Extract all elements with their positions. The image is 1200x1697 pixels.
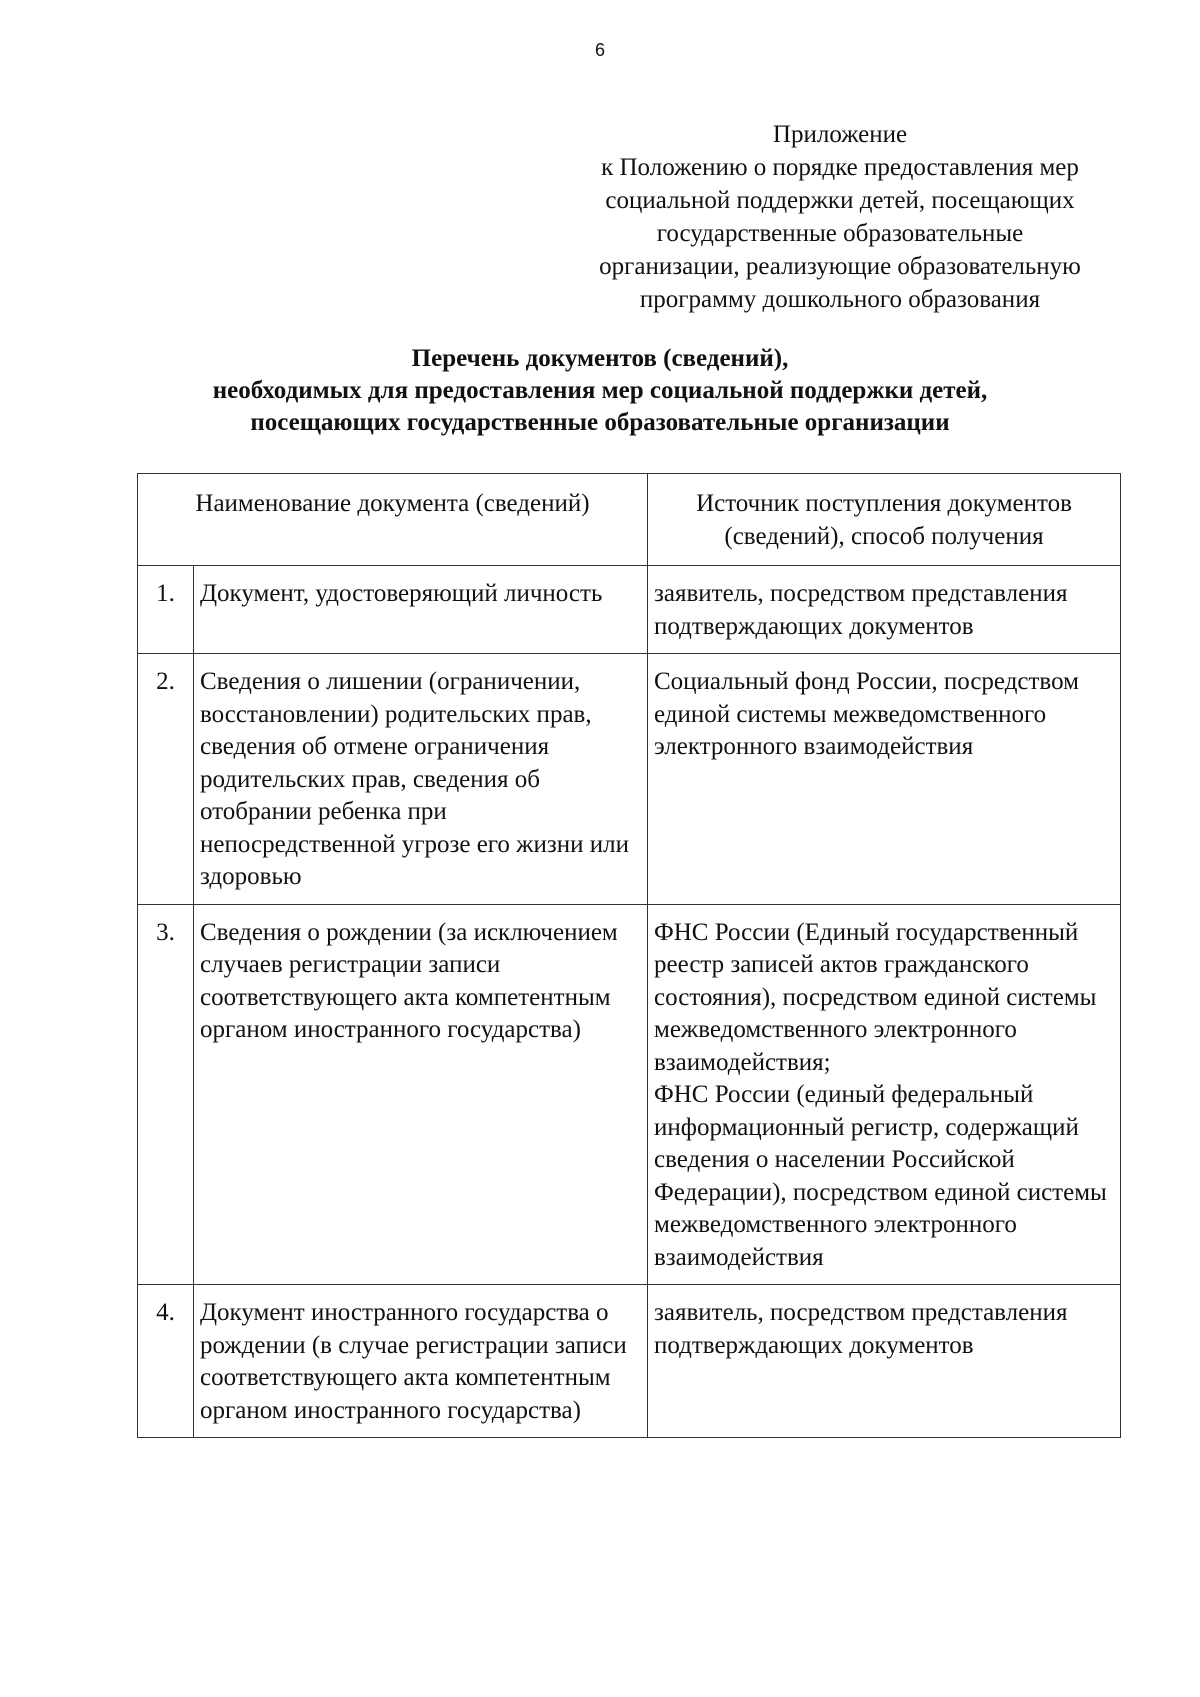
row-document-source [648, 904, 1121, 1285]
row-document-source [648, 654, 1121, 905]
documents-table [137, 473, 1121, 1438]
appendix-heading [540, 118, 1140, 316]
table-row [138, 566, 1121, 654]
title-line: необходимых для предоставления мер социальной поддержки детей, [212, 377, 988, 404]
row-document-name: Документ иностранного государства о рождении (в случае регистрации записи соответствующего акта компетентным органом иностранного государства) [194, 1285, 648, 1438]
title-line: Перечень документов (сведений), [411, 345, 789, 372]
table-header-row [138, 474, 1121, 566]
source-text: заявитель, посредством представления подтверждающих документов [654, 580, 1068, 640]
table-row [138, 654, 1121, 905]
row-document-name: Сведения о рождении (за исключением случаев регистрации записи соответствующего акта компетентным органом иностранного государства) [194, 904, 648, 1285]
source-text: Социальный фонд России, посредством единой системы межведомственного электронного взаимодействия [654, 668, 1079, 760]
header-document-source: Источник поступления документов (сведений), способ получения [648, 474, 1121, 566]
table-row [138, 904, 1121, 1285]
header-document-name: Наименование документа (сведений) [138, 474, 648, 566]
table-row [138, 1285, 1121, 1438]
appendix-line: программу дошкольного образования [639, 286, 1041, 313]
row-document-name: Сведения о лишении (ограничении, восстановлении) родительских прав, сведения об отмене ограничения родительских прав, сведения об отобрании ребенка при непосредственной угрозе его жизни или здоровью [194, 654, 648, 905]
row-document-source [648, 1285, 1121, 1438]
document-title [0, 343, 1200, 439]
row-number: 1. [138, 566, 194, 654]
row-document-name: Документ, удостоверяющий личность [194, 566, 648, 654]
appendix-line: организации, реализующие образовательную [599, 253, 1081, 280]
appendix-line: государственные образовательные [656, 220, 1024, 247]
appendix-line: Приложение [772, 121, 908, 148]
source-text: заявитель, посредством представления подтверждающих документов [654, 1299, 1068, 1359]
row-number: 3. [138, 904, 194, 1285]
appendix-line: к Положению о порядке предоставления мер [601, 154, 1079, 181]
source-text: ФНС России (Единый государственный реестр записей актов гражданского состояния), посредством единой системы межведомственного электронного взаимодействия; [654, 918, 1097, 1076]
row-number: 4. [138, 1285, 194, 1438]
title-line: посещающих государственные образовательные организации [250, 409, 950, 436]
appendix-line: социальной поддержки детей, посещающих [605, 187, 1075, 214]
row-document-source [648, 566, 1121, 654]
row-number: 2. [138, 654, 194, 905]
source-text: ФНС России (единый федеральный информационный регистр, содержащий сведения о населении Российской Федерации), посредством единой системы межведомственного электронного взаимодействия [654, 1081, 1107, 1271]
page-number: 6 [594, 40, 605, 60]
